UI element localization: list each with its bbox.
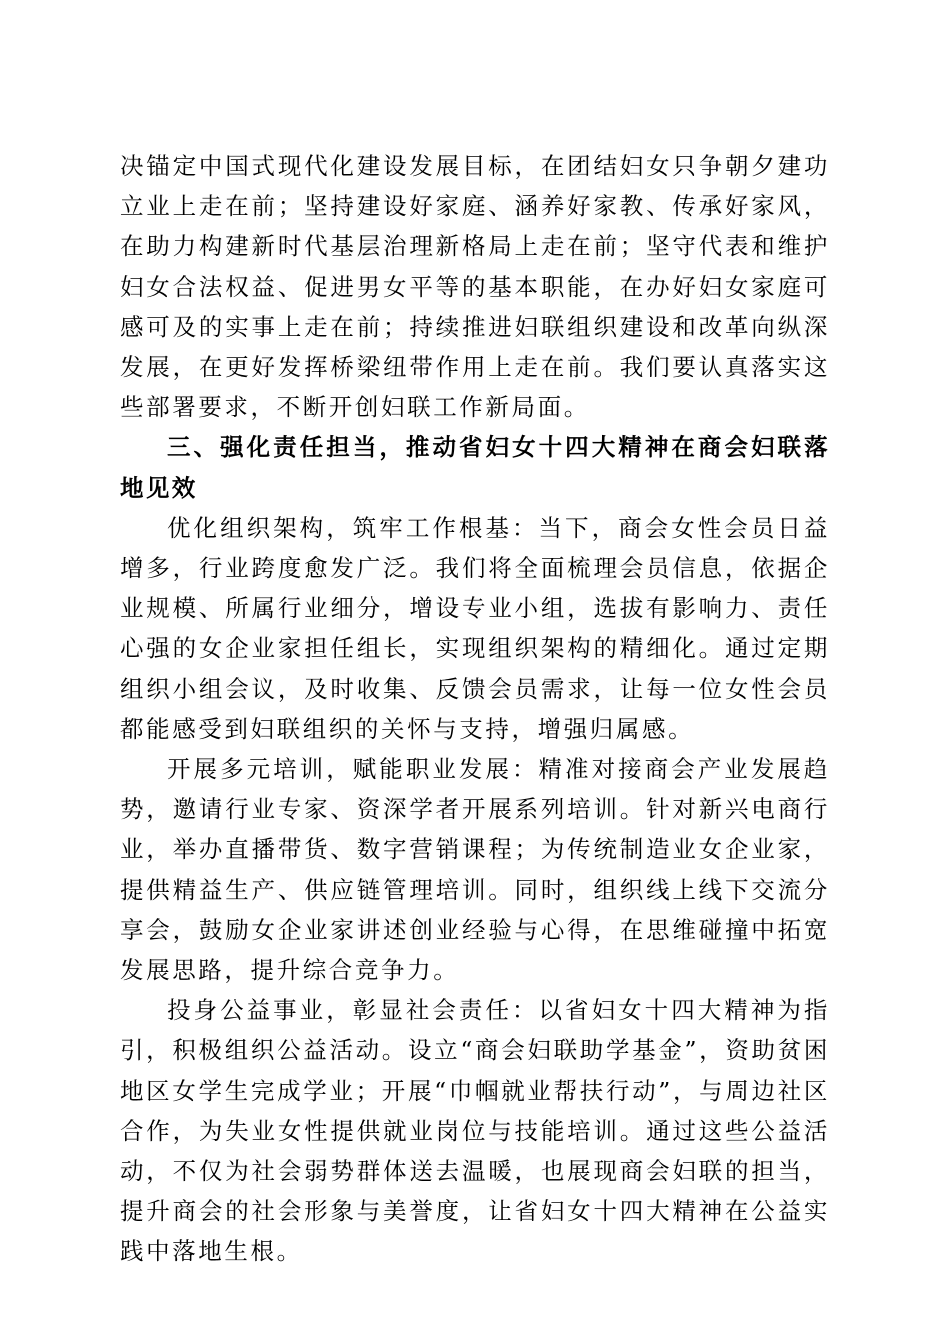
body-paragraph-training: 开展多元培训，赋能职业发展：精准对接商会产业发展趋势，邀请行业专家、资深学者开展系列培训。针对新兴电商行业，举办直播带货、数字营销课程；为传统制造业女企业家，提供精益生产、供应链管理培训。同时，组织线上线下交流分享会，鼓励女企业家讲述创业经验与心得，在思维碰撞中拓宽发展思路，提升综合竞争力。 <box>120 755 830 985</box>
document-body <box>120 146 830 1272</box>
continuation-paragraph: 决锚定中国式现代化建设发展目标，在团结妇女只争朝夕建功立业上走在前；坚持建设好家庭、涵养好家教、传承好家风，在助力构建新时代基层治理新格局上走在前；坚守代表和维护妇女合法权益、促进男女平等的基本职能，在办好妇女家庭可感可及的实事上走在前；持续推进妇联组织建设和改革向纵深发展，在更好发挥桥梁纽带作用上走在前。我们要认真落实这些部署要求，不断开创妇联工作新局面。 <box>120 152 830 422</box>
body-paragraph-organization: 优化组织架构，筑牢工作根基：当下，商会女性会员日益增多，行业跨度愈发广泛。我们将全面梳理会员信息，依据企业规模、所属行业细分，增设专业小组，选拔有影响力、责任心强的女企业家担任组长，实现组织架构的精细化。通过定期组织小组会议，及时收集、反馈会员需求，让每一位女性会员都能感受到妇联组织的关怀与支持，增强归属感。 <box>120 513 830 743</box>
body-paragraph-public-welfare: 投身公益事业，彰显社会责任：以省妇女十四大精神为指引，积极组织公益活动。设立“商会妇联助学基金”，资助贫困地区女学生完成学业；开展“巾帼就业帮扶行动”，与周边社区合作，为失业女性提供就业岗位与技能培训。通过这些公益活动，不仅为社会弱势群体送去温暖，也展现商会妇联的担当，提升商会的社会形象与美誉度，让省妇女十四大精神在公益实践中落地生根。 <box>120 996 830 1266</box>
section-heading: 三、强化责任担当，推动省妇女十四大精神在商会妇联落地见效 <box>120 433 830 502</box>
